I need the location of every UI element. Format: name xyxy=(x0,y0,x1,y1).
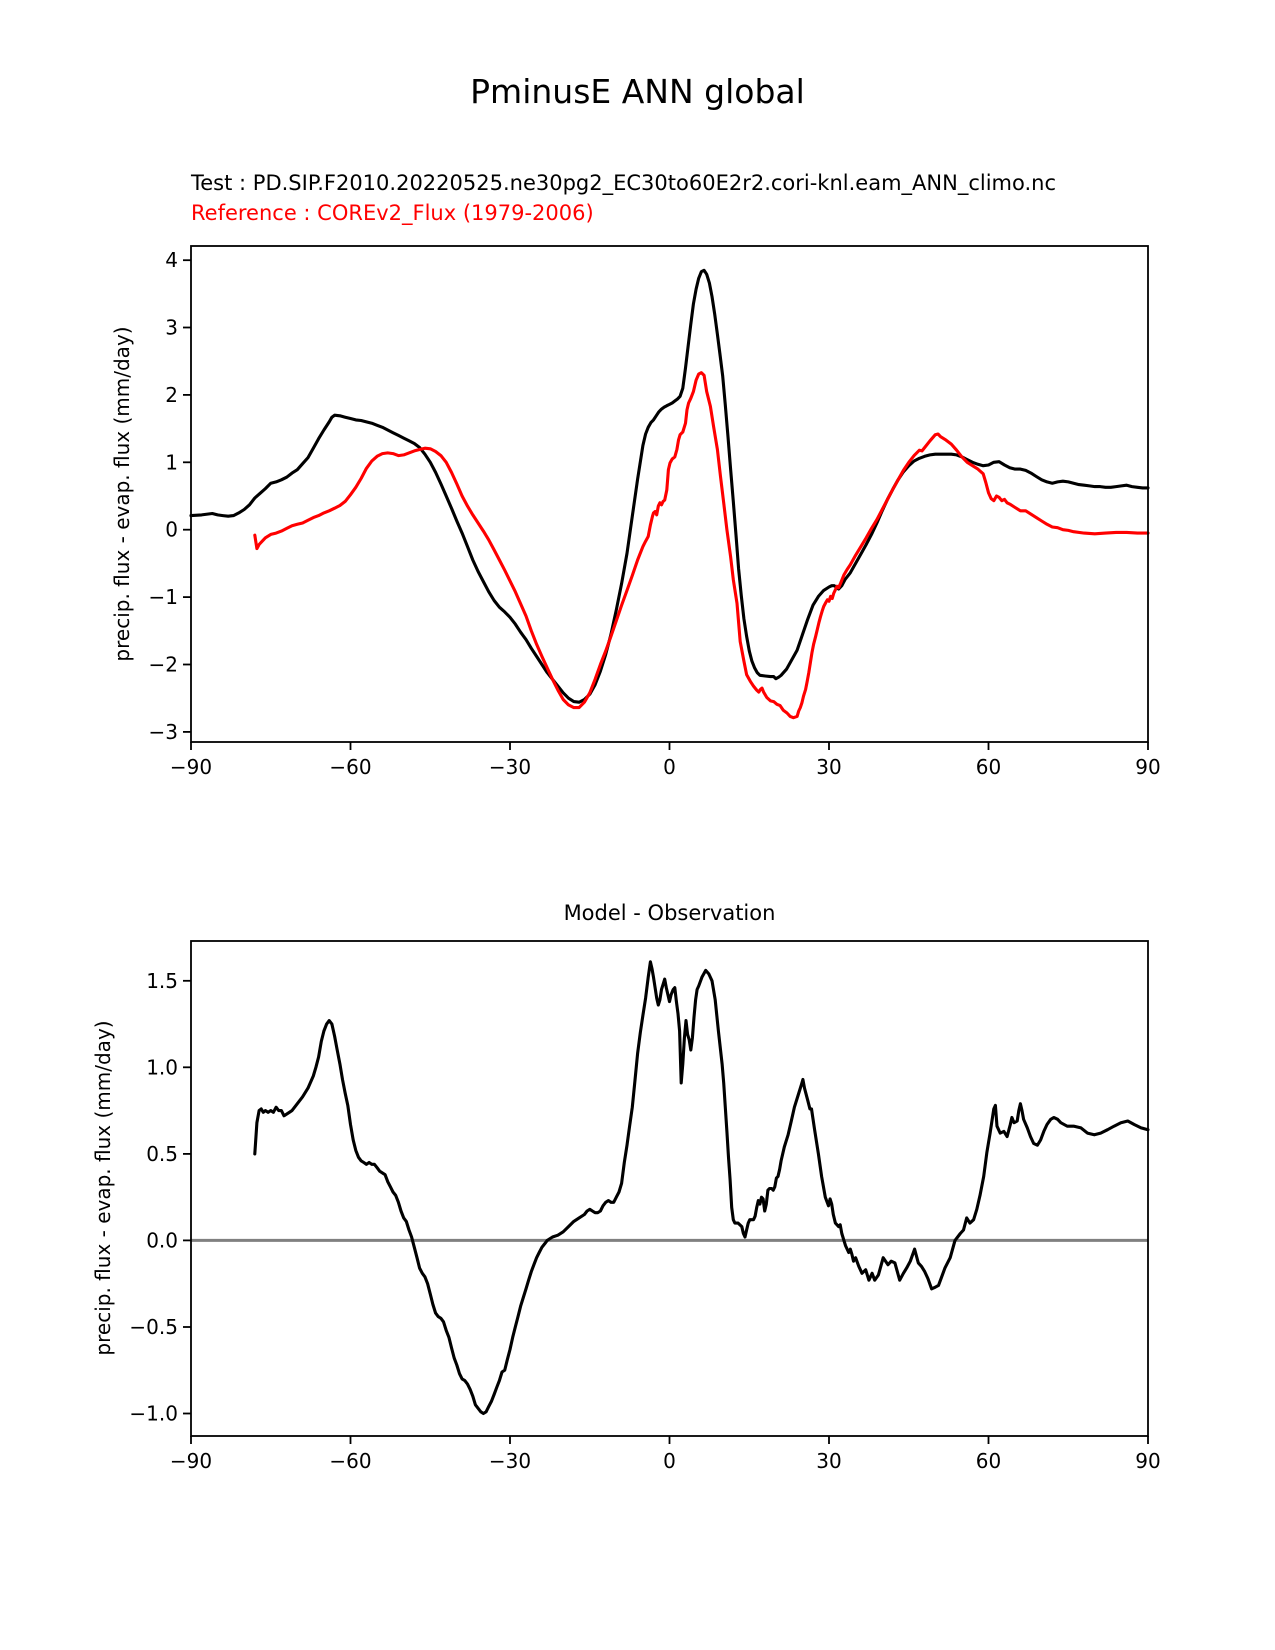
y-tick-label: 0.0 xyxy=(146,1228,178,1253)
axes-frame xyxy=(191,941,1148,1436)
y-tick-label: −2 xyxy=(148,652,178,677)
x-tick-label: −60 xyxy=(329,1449,372,1473)
x-tick-label: −60 xyxy=(329,755,372,779)
y-tick-label: 3 xyxy=(165,315,178,340)
x-tick-label: −30 xyxy=(488,1449,532,1473)
y-tick-label: −0.5 xyxy=(129,1315,178,1339)
x-tick-label: 90 xyxy=(1135,755,1161,779)
series-line-0 xyxy=(255,962,1148,1414)
panel2-difference-axes xyxy=(129,941,1160,1473)
panel1-y-axis-label: precip. flux - evap. flux (mm/day) xyxy=(110,326,134,662)
y-tick-label: 1 xyxy=(165,450,178,475)
panel1-top-axes xyxy=(149,246,1161,779)
x-tick-label: 0 xyxy=(663,755,676,779)
x-tick-label: 30 xyxy=(816,755,842,779)
series-line-0 xyxy=(191,270,1148,702)
panel2-y-axis-label: precip. flux - evap. flux (mm/day) xyxy=(91,1020,115,1356)
y-tick-label: −1 xyxy=(148,585,178,610)
axes-frame xyxy=(191,246,1148,742)
page-title: PminusE ANN global xyxy=(470,72,805,111)
x-tick-label: −90 xyxy=(169,755,213,779)
x-tick-label: 30 xyxy=(816,1449,842,1473)
x-tick-label: −30 xyxy=(488,755,532,779)
y-tick-label: 1.5 xyxy=(146,968,178,993)
y-tick-label: 0 xyxy=(165,517,178,542)
y-tick-label: 1.0 xyxy=(146,1055,178,1080)
x-tick-label: 60 xyxy=(975,755,1002,779)
reference-dataset-label: Reference : COREv2_Flux (1979-2006) xyxy=(191,201,594,225)
x-tick-label: −90 xyxy=(169,1449,213,1473)
test-dataset-label: Test : PD.SIP.F2010.20220525.ne30pg2_EC30to60E2r2.cori-knl.eam_ANN_climo.nc xyxy=(191,171,1056,195)
x-tick-label: 60 xyxy=(975,1449,1002,1473)
y-tick-label: 0.5 xyxy=(146,1141,178,1166)
y-tick-label: 4 xyxy=(165,248,178,273)
y-tick-label: −1.0 xyxy=(129,1401,178,1426)
x-tick-label: 90 xyxy=(1135,1449,1161,1473)
y-tick-label: 2 xyxy=(165,382,178,407)
x-tick-label: 0 xyxy=(663,1449,676,1473)
y-tick-label: −3 xyxy=(148,719,178,744)
series-line-1 xyxy=(255,373,1148,718)
panel2-title: Model - Observation xyxy=(563,901,776,925)
